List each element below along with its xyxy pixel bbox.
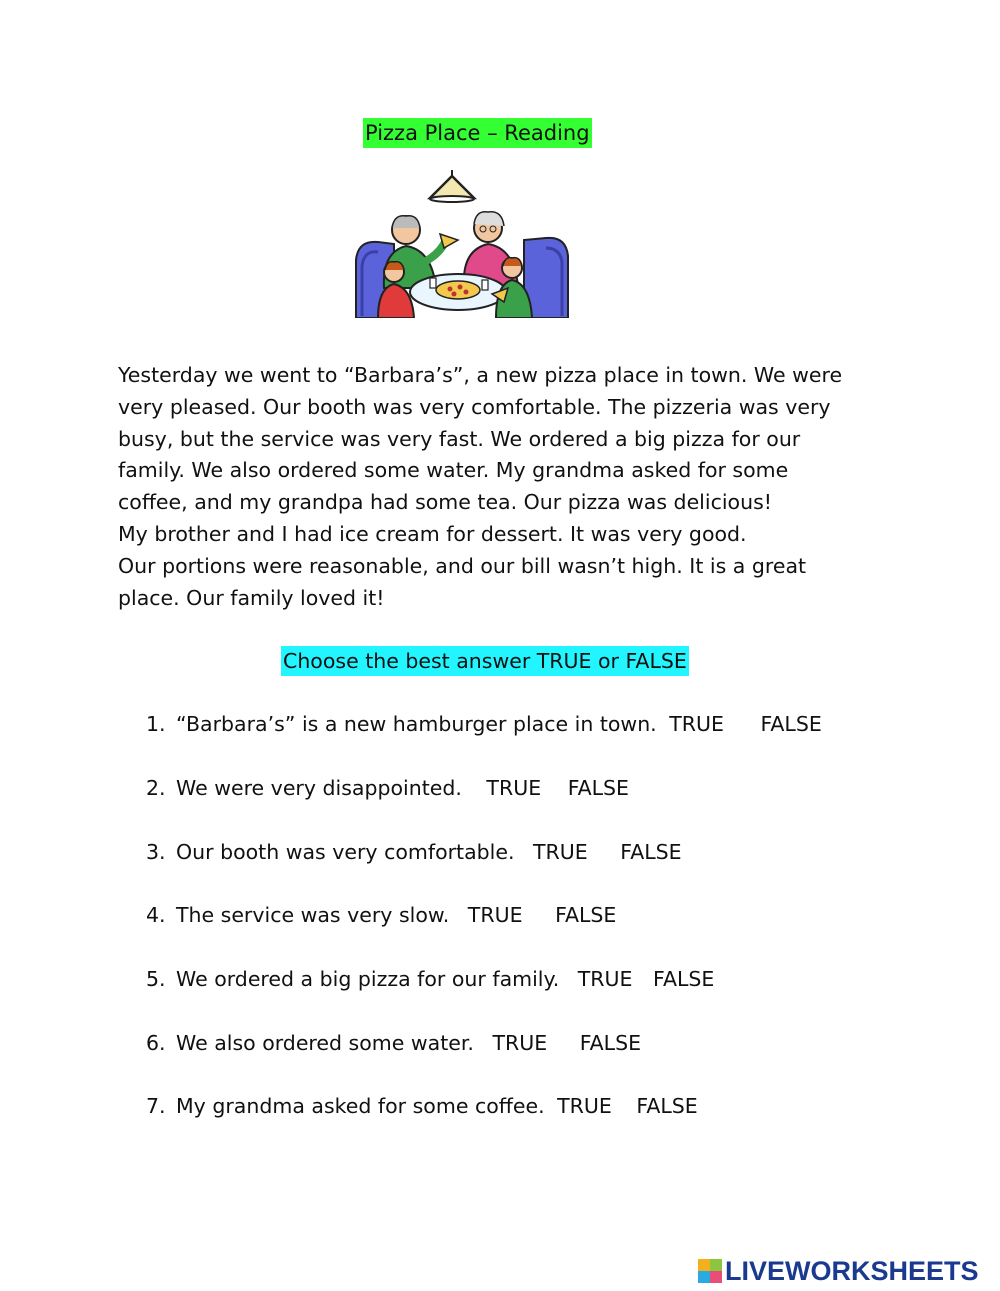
false-option[interactable]: FALSE [567, 776, 630, 800]
question-item [146, 837, 682, 867]
passage-line: Our portions were reasonable, and our bill wasn’t high. It is a great [118, 553, 807, 578]
question-number: 4. [146, 903, 166, 927]
question-text: The service was very slow. [176, 903, 450, 927]
true-option[interactable]: TRUE [492, 1031, 548, 1055]
false-option[interactable]: FALSE [760, 712, 822, 736]
passage-line: My brother and I had ice cream for dessert. It was very good. [118, 521, 747, 546]
family-eating-pizza-illustration [354, 170, 570, 318]
question-item [146, 709, 822, 739]
question-item [146, 773, 629, 803]
true-option[interactable]: TRUE [533, 840, 588, 864]
reading-passage [118, 360, 898, 614]
false-option[interactable]: FALSE [579, 1031, 642, 1055]
question-number: 2. [146, 776, 166, 800]
passage-line: place. Our family loved it! [118, 585, 385, 610]
false-option[interactable]: FALSE [653, 967, 715, 991]
liveworksheets-logo-icon [698, 1259, 722, 1283]
question-text: We were very disappointed. [176, 776, 462, 800]
true-option[interactable]: TRUE [577, 967, 633, 991]
worksheet-title: Pizza Place – Reading [363, 118, 592, 148]
question-number: 3. [146, 840, 166, 864]
instruction-heading: Choose the best answer TRUE or FALSE [281, 646, 689, 676]
question-number: 6. [146, 1031, 166, 1055]
question-number: 1. [146, 712, 166, 736]
question-text: We ordered a big pizza for our family. [176, 967, 560, 991]
passage-line: busy, but the service was very fast. We ordered a big pizza for our [118, 426, 801, 451]
question-item [146, 1028, 641, 1058]
question-text: Our booth was very comfortable. [176, 840, 515, 864]
true-option[interactable]: TRUE [486, 776, 542, 800]
false-option[interactable]: FALSE [636, 1094, 698, 1118]
question-item [146, 964, 714, 994]
question-item [146, 1091, 698, 1121]
question-text: My grandma asked for some coffee. [176, 1094, 545, 1118]
passage-line: Yesterday we went to “Barbara’s”, a new pizza place in town. We were [118, 363, 843, 387]
passage-line: family. We also ordered some water. My grandma asked for some [118, 458, 789, 483]
logo-text: LIVEWORKSHEETS [725, 1255, 979, 1286]
question-text: We also ordered some water. [176, 1031, 474, 1055]
true-option[interactable]: TRUE [669, 712, 724, 736]
question-item [146, 900, 616, 930]
question-number: 7. [146, 1094, 166, 1118]
liveworksheets-logo [698, 1256, 979, 1286]
passage-line: coffee, and my grandpa had some tea. Our pizza was delicious! [118, 490, 772, 515]
question-number: 5. [146, 967, 166, 991]
question-text: “Barbara’s” is a new hamburger place in town. [176, 712, 657, 736]
passage-line: very pleased. Our booth was very comfortable. The pizzeria was very [118, 394, 831, 419]
false-option[interactable]: FALSE [620, 840, 682, 864]
true-option[interactable]: TRUE [557, 1094, 612, 1118]
false-option[interactable]: FALSE [555, 903, 617, 927]
true-option[interactable]: TRUE [467, 903, 523, 927]
pizza-family-icon [354, 170, 570, 318]
